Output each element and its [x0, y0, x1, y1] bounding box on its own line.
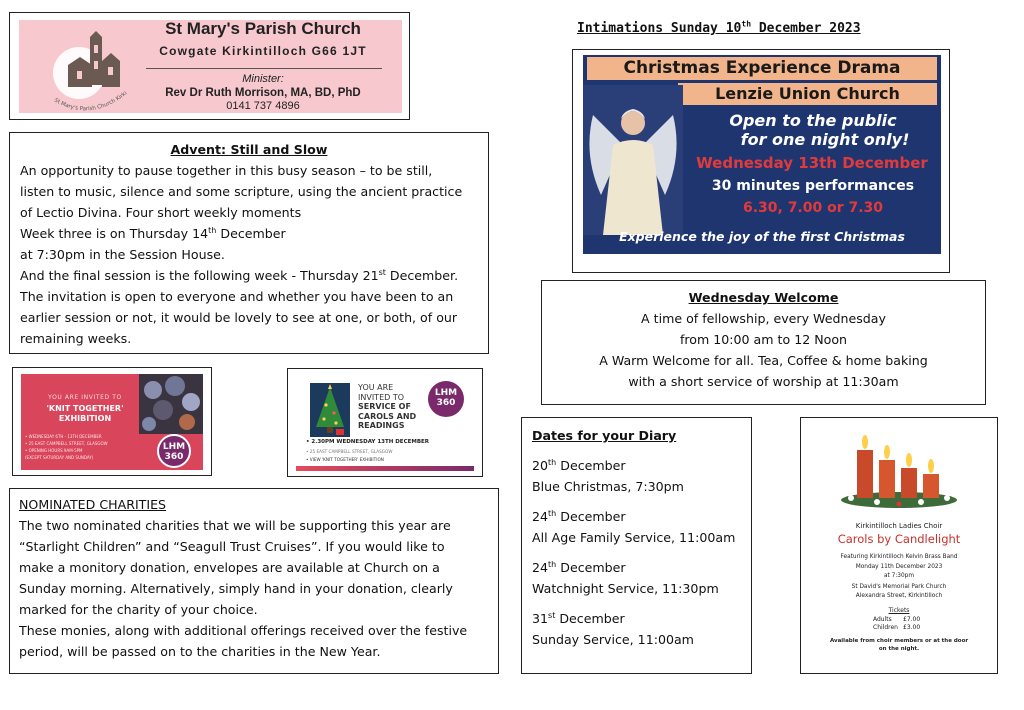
candlelight-title: Carols by Candlelight [837, 532, 961, 546]
drama-tagline: Experience the joy of the first Christmas [619, 229, 905, 244]
charities-line: period, will be passed on to the charities in the New Year. [19, 644, 381, 659]
christmas-tree-icon [310, 383, 350, 437]
carols-line: SERVICE OF [358, 402, 411, 411]
church-address: Cowgate Kirkintilloch G66 1JT [159, 44, 367, 58]
drama-title: Christmas Experience Drama [587, 57, 937, 80]
carols-line: READINGS [358, 421, 405, 430]
knit-line1: YOU ARE INVITED TO [48, 394, 122, 401]
drama-duration: 30 minutes performances [711, 178, 915, 194]
church-header [9, 12, 410, 120]
diary-date: 24th December [532, 559, 626, 575]
diary-entry [532, 608, 741, 650]
charities-line: make a monitory donation, envelopes are available at Church on a [19, 560, 440, 575]
availability-line: Available from choir members or at the door [829, 638, 969, 644]
charities-heading: NOMINATED CHARITIES [19, 497, 167, 512]
church-phone: 0141 737 4896 [226, 100, 300, 112]
knit-detail: • WEDNESDAY 6TH - 13TH DECEMBER [25, 434, 102, 439]
advent-line: And the final session is the following week - Thursday 21st December. [20, 267, 459, 283]
advent-line: listen to music, silence and some scripture, using the ancient practice [20, 184, 463, 199]
candle-date: Monday 11th December 2023 [855, 564, 943, 570]
candles-icon [839, 430, 959, 508]
carols-service-poster [287, 368, 483, 477]
ticket-prices: Adults £7.00 Children £3.00 [873, 616, 921, 631]
drama-times: 6.30, 7.00 or 7.30 [742, 200, 884, 216]
minister-label: Minister: [242, 73, 284, 85]
carols-footer-bar [296, 466, 474, 471]
choir-name: Kirkintilloch Ladies Choir [855, 522, 943, 530]
knit-poster-image [21, 374, 203, 470]
advent-line: An opportunity to pause together in this busy season – to be still, [20, 163, 433, 178]
candle-time: at 7:30pm [883, 573, 914, 579]
carols-line: CAROLS AND [358, 411, 417, 421]
diary-date: 20th December [532, 457, 626, 473]
diary-event: Blue Christmas, 7:30pm [532, 479, 684, 494]
diary-event: All Age Family Service, 11:00am [532, 530, 736, 545]
christmas-drama-poster [572, 49, 950, 273]
advent-line: remaining weeks. [20, 331, 132, 346]
drama-date: Wednesday 13th December [696, 154, 928, 172]
welcome-heading: Wednesday Welcome [688, 290, 839, 305]
charities-line: marked for the charity of your choice. [19, 602, 258, 617]
candlelight-poster-image [811, 426, 987, 666]
carols-time: • 2.30PM WEDNESDAY 13TH DECEMBER [306, 439, 430, 445]
church-logo [46, 31, 136, 111]
knit-detail: (EXCEPT SATURDAY AND SUNDAY) [25, 455, 94, 460]
charities-line: These monies, along with additional offerings received over the festive [19, 623, 468, 638]
welcome-line: A Warm Welcome for all. Tea, Coffee & home baking [599, 353, 928, 368]
lhm-logo: LHM 360 [428, 381, 464, 417]
charities-line: The two nominated charities that we will be supporting this year are [19, 518, 451, 533]
availability-line: on the night. [878, 646, 920, 652]
candle-venue: St David's Memorial Park Church [851, 584, 947, 590]
nominated-charities [9, 488, 499, 674]
candlelight-poster [800, 417, 998, 674]
advent-line: of Lectio Divina. Four short weekly moments [20, 205, 302, 220]
candle-venue-address: Alexandra Street, Kirkintilloch [855, 593, 943, 599]
wednesday-welcome [541, 280, 986, 405]
advent-notice [9, 132, 489, 354]
carols-line: YOU ARE [358, 383, 394, 392]
advent-line: The invitation is open to everyone and whether you have been to an [20, 289, 454, 304]
advent-heading: Advent: Still and Slow [170, 142, 328, 157]
advent-line: Week three is on Thursday 14th December [20, 225, 286, 241]
advent-line: earlier session or not, it would be lovely to see at one, or both, of our [20, 310, 458, 325]
knit-photo [139, 374, 203, 434]
knit-together-poster [12, 367, 212, 476]
diary-entry [532, 506, 741, 548]
lhm-logo: LHM 360 [157, 434, 191, 468]
diary-date: 31st December [532, 610, 625, 626]
tickets-label: Tickets [888, 607, 910, 614]
diary-entry [532, 455, 741, 497]
charities-line: Sunday morning. Alternatively, simply hand in your donation, clearly [19, 581, 453, 596]
church-name: St Mary's Parish Church [165, 19, 361, 38]
drama-poster-image [583, 55, 941, 254]
header-divider [146, 68, 382, 69]
knit-line2: 'KNIT TOGETHER' [46, 404, 124, 413]
intimations-title: Intimations Sunday 10th December 2023 [577, 19, 861, 36]
knit-detail: • OPENING HOURS 9AM-5PM [25, 448, 83, 453]
diary-heading: Dates for your Diary [532, 428, 677, 443]
knit-detail: • 25 EAST CAMPBELL STREET, GLASGOW [25, 441, 108, 446]
carols-line: INVITED TO [358, 392, 405, 402]
drama-venue: Lenzie Union Church [678, 83, 937, 105]
diary-event: Sunday Service, 11:00am [532, 632, 694, 647]
carols-view: • VIEW 'KNIT TOGETHER' EXHIBITION [306, 457, 384, 462]
logo-arc-text: St Mary's Parish Church Kirki [53, 90, 129, 111]
welcome-line: from 10:00 am to 12 Noon [679, 332, 848, 347]
knit-line3: EXHIBITION [58, 414, 112, 423]
minister-name: Rev Dr Ruth Morrison, MA, BD, PhD [165, 87, 361, 99]
diary-event: Watchnight Service, 11:30pm [532, 581, 719, 596]
charities-line: “Starlight Children” and “Seagull Trust Cruises”. If you would like to [19, 539, 445, 554]
candle-featuring: Featuring Kirkintilloch Kelvin Brass Band [840, 554, 958, 560]
welcome-line: with a short service of worship at 11:30am [628, 374, 899, 389]
diary-dates [521, 417, 752, 674]
carols-address: • 25 EAST CAMPBELL STREET, GLASGOW [306, 449, 393, 454]
welcome-line: A time of fellowship, every Wednesday [641, 311, 886, 326]
angel-icon [583, 85, 683, 235]
diary-date: 24th December [532, 508, 626, 524]
diary-entry [532, 557, 741, 599]
carols-poster-image [296, 375, 474, 471]
drama-open: Open to the public for one night only! [729, 111, 910, 149]
advent-line: at 7:30pm in the Session House. [20, 247, 225, 262]
